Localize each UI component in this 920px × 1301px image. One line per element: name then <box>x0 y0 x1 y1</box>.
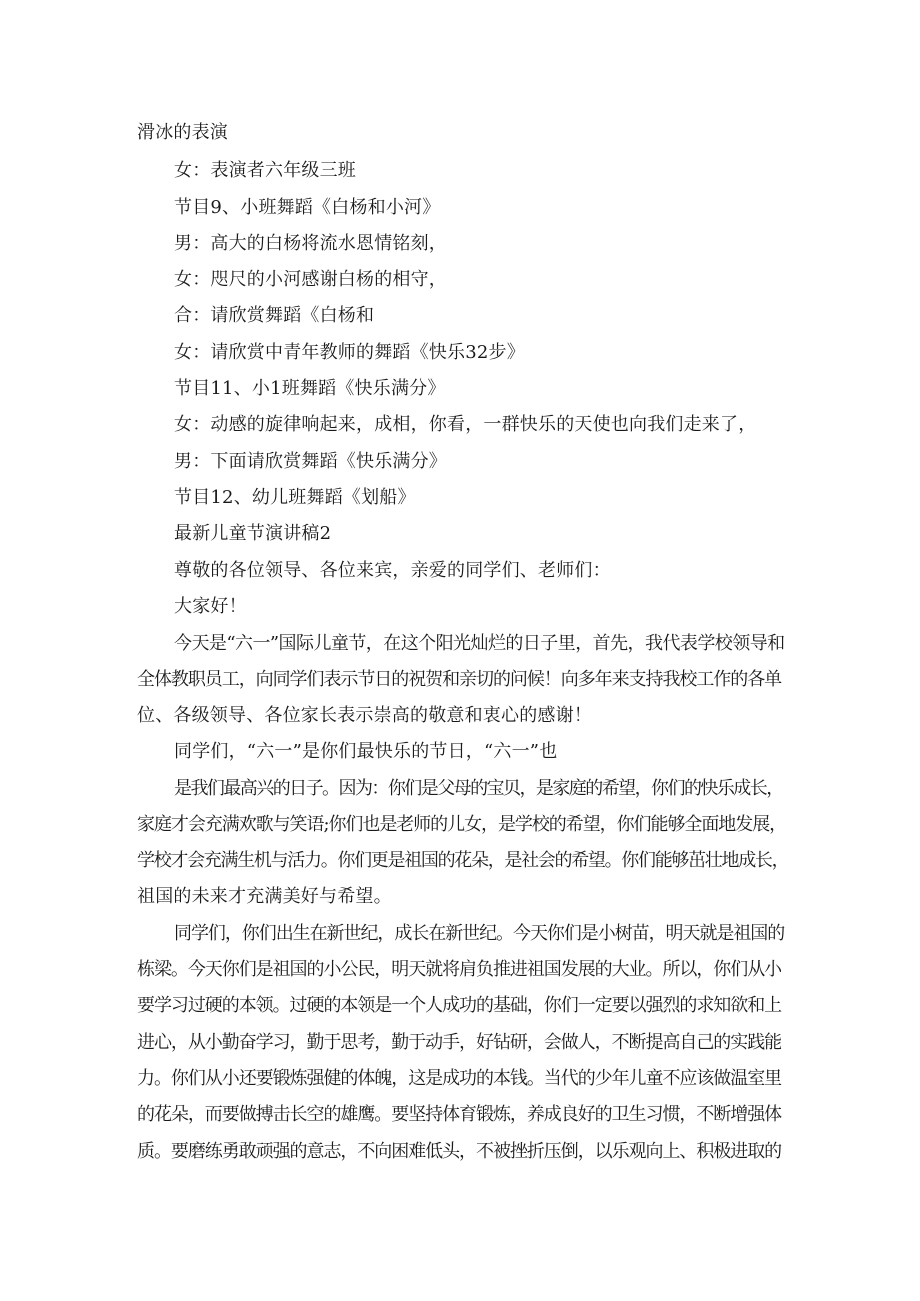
text-line: 男：下面请欣赏舞蹈《快乐满分》 <box>174 451 447 472</box>
text-line: 女：咫尺的小河感谢白杨的相守， <box>174 269 447 290</box>
text-line: 节目9、小班舞蹈《白杨和小河》 <box>174 197 441 218</box>
text-line: 栋梁。今天你们是祖国的小公民，明天就将肩负推进祖国发展的大业。所以，你们从小 <box>137 959 782 980</box>
text-line: 滑冰的表演 <box>137 122 228 143</box>
text-line: 大家好！ <box>174 596 247 617</box>
text-line: 同学们，你们出生在新世纪，成长在新世纪。今天你们是小树苗，明天就是祖国的 <box>174 923 785 944</box>
text-line: 质。要磨练勇敢顽强的意志，不向困难低头，不被挫折压倒，以乐观向上、积极进取的 <box>137 1141 782 1162</box>
text-line: 要学习过硬的本领。过硬的本领是一个人成功的基础，你们一定要以强烈的求知欲和上 <box>137 995 782 1016</box>
text-line: 男：高大的白杨将流水恩情铭刻， <box>174 233 447 254</box>
text-line: 祖国的未来才充满美好与希望。 <box>137 886 392 907</box>
text-line: 同学们，“六一”是你们最快乐的节日，“六一”也 <box>174 741 558 762</box>
text-line: 的花朵，而要做搏击长空的雄鹰。要坚持体育锻炼，养成良好的卫生习惯，不断增强体 <box>137 1104 782 1125</box>
text-line: 尊敬的各位领导、各位来宾，亲爱的同学们、老师们： <box>174 560 611 581</box>
text-line: 合：请欣赏舞蹈《白杨和 <box>174 305 375 326</box>
text-line: 节目11、小1班舞蹈《快乐满分》 <box>174 378 446 399</box>
text-line: 家庭才会充满欢歌与笑语;你们也是老师的儿女，是学校的希望，你们能够全面地发展， <box>137 814 787 835</box>
text-line: 女：请欣赏中青年教师的舞蹈《快乐32步》 <box>174 342 525 363</box>
text-line: 位、各级领导、各位家长表示崇高的敬意和衷心的感谢！ <box>137 705 592 726</box>
text-line: 最新儿童节演讲稿2 <box>174 523 332 544</box>
text-line: 节目12、幼儿班舞蹈《划船》 <box>174 487 416 508</box>
text-line: 力。你们从小还要锻炼强健的体魄，这是成功的本钱。当代的少年儿童不应该做温室里 <box>137 1068 782 1089</box>
text-line: 今天是“六一”国际儿童节，在这个阳光灿烂的日子里，首先，我代表学校领导和 <box>174 633 785 654</box>
text-line: 女：动感的旋律响起来，成相，你看，一群快乐的天使也向我们走来了， <box>174 414 757 435</box>
text-line: 女：表演者六年级三班 <box>174 160 356 181</box>
text-line: 全体教职员工，向同学们表示节日的祝贺和亲切的问候！向多年来支持我校工作的各单 <box>137 669 782 690</box>
text-line: 进心，从小勤奋学习，勤于思考，勤于动手，好钻研，会做人，不断提高自己的实践能 <box>137 1032 782 1053</box>
text-line: 是我们最高兴的日子。因为：你们是父母的宝贝，是家庭的希望，你们的快乐成长， <box>174 778 783 799</box>
text-line: 学校才会充满生机与活力。你们更是祖国的花朵，是社会的希望。你们能够茁壮地成长， <box>137 850 789 871</box>
